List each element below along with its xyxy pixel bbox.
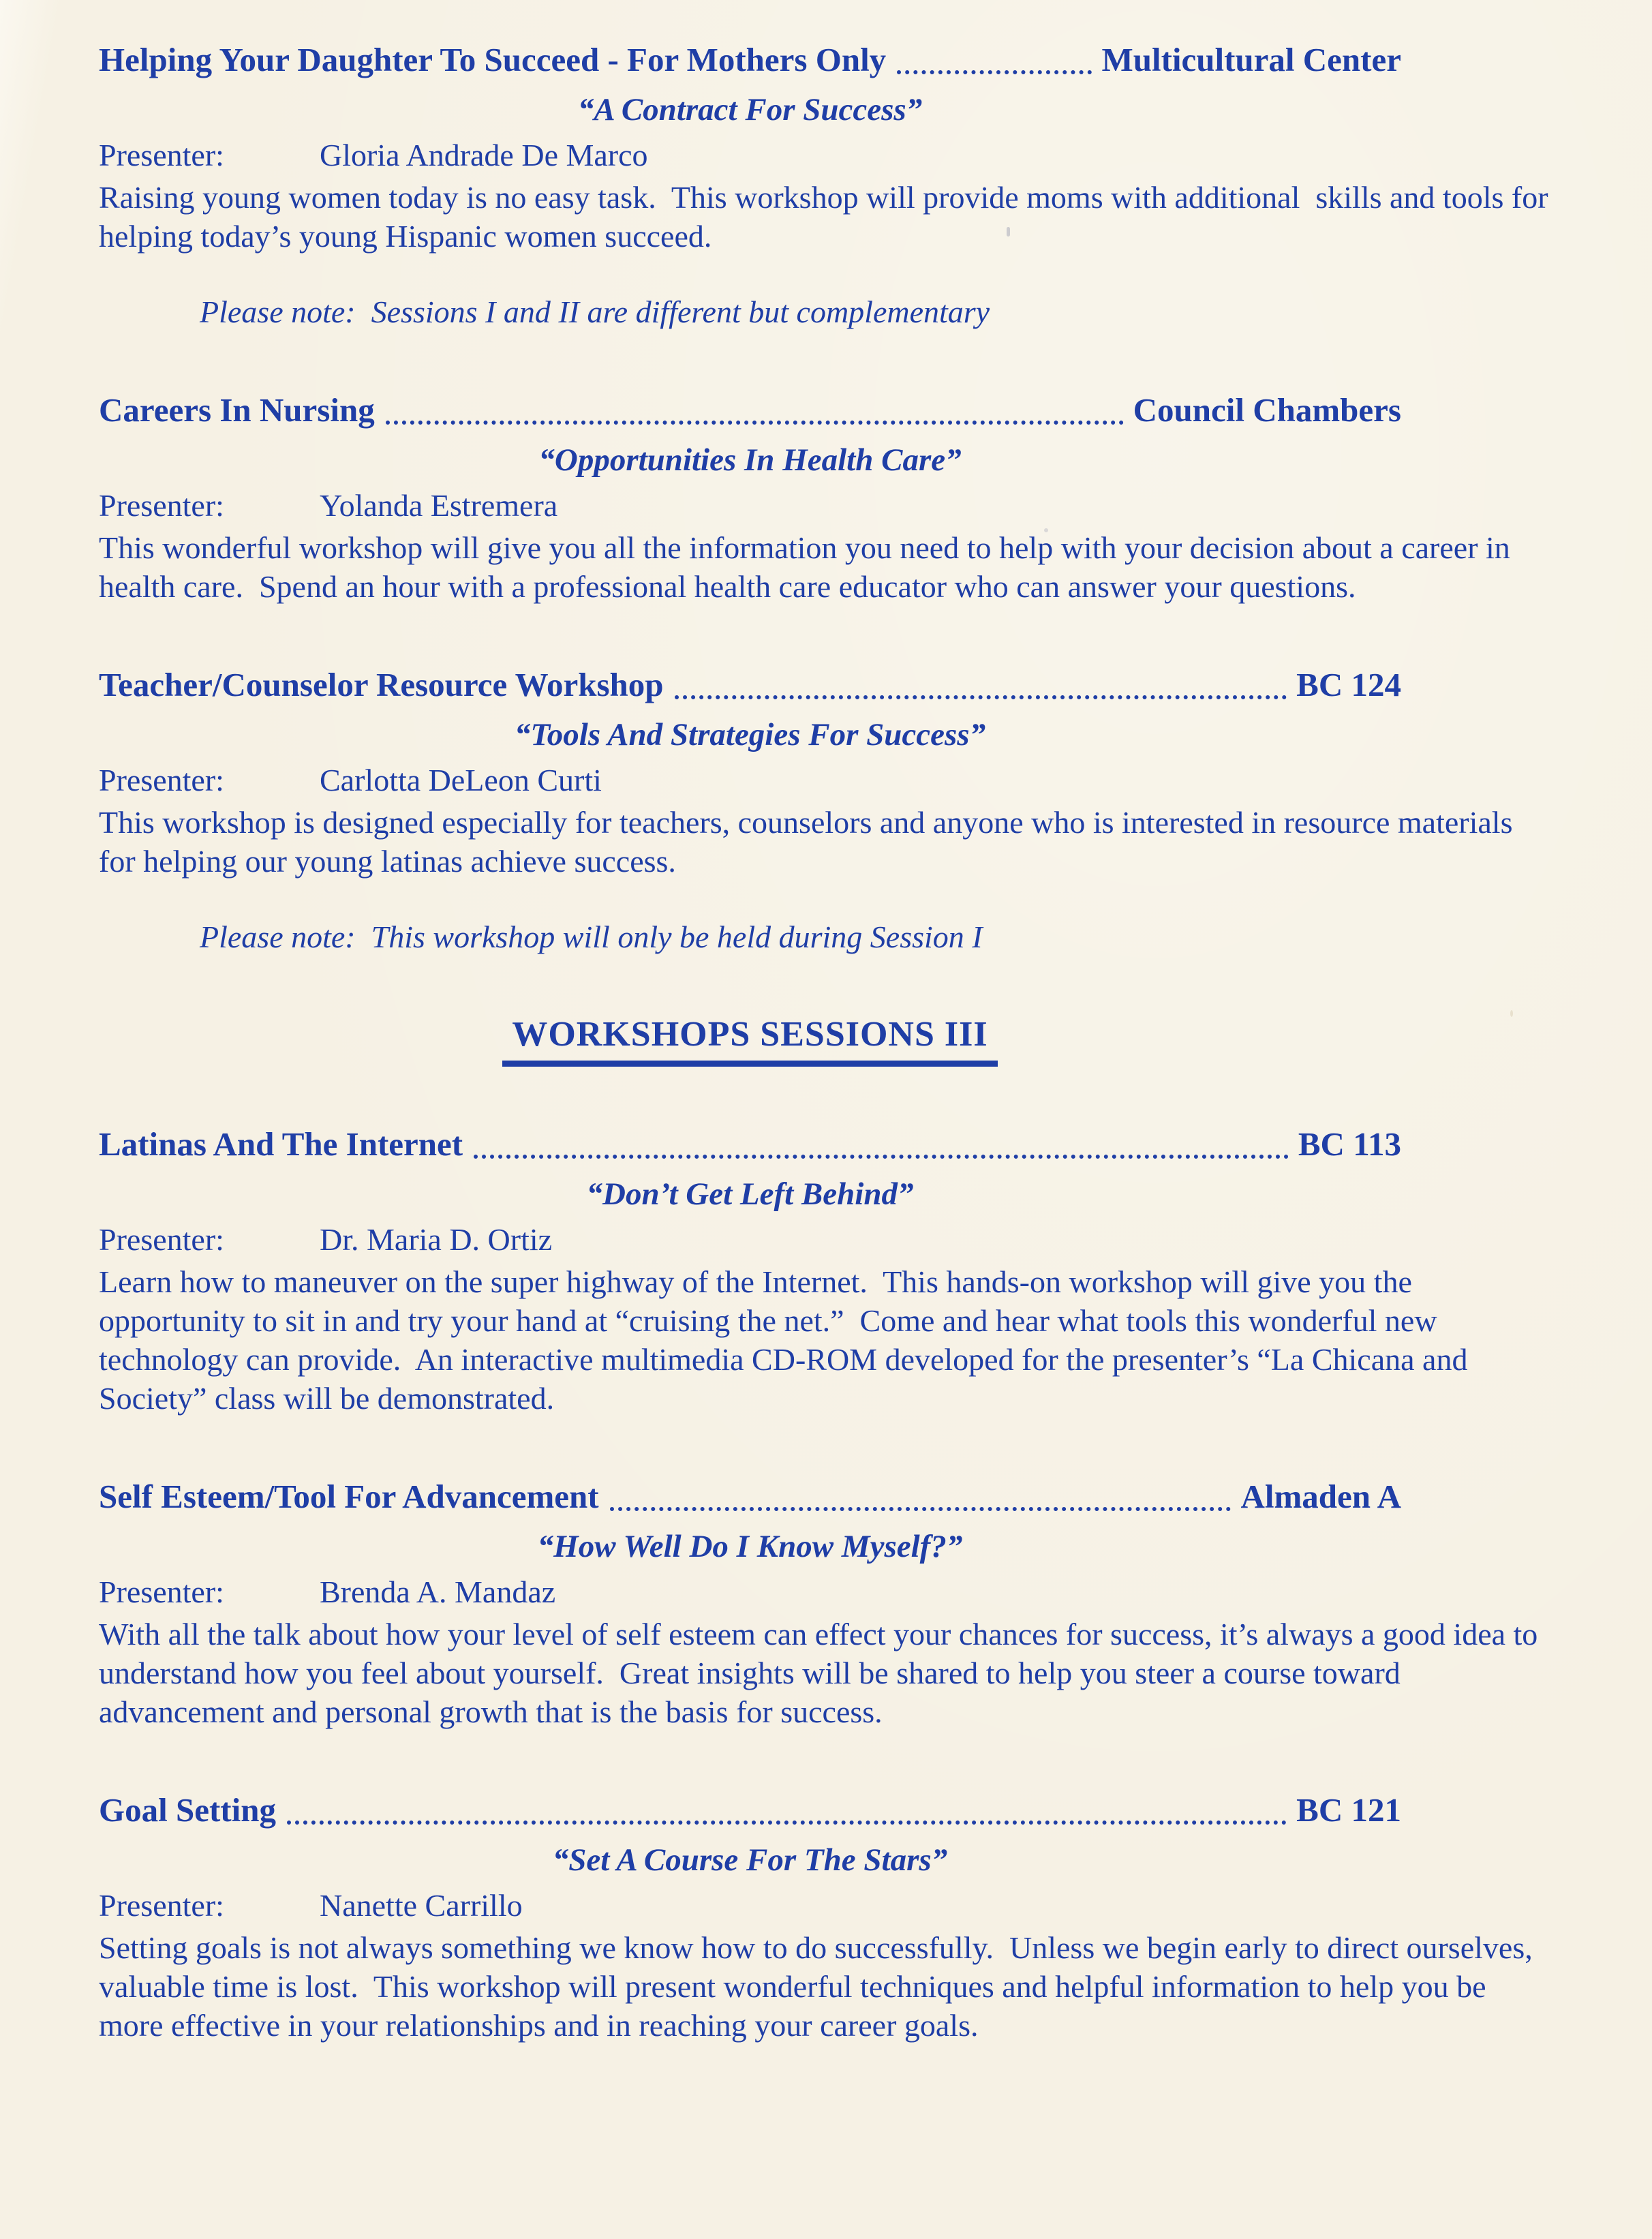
presenter-name: Brenda A. Mandaz (320, 1574, 556, 1609)
workshop-title-row (99, 1124, 1550, 1165)
workshop-title-row (99, 1476, 1550, 1517)
presenter-label: Presenter: (99, 138, 224, 172)
dot-leader (610, 1476, 1232, 1511)
workshop-title: Goal Setting (99, 1791, 276, 1829)
workshop-title-row (99, 40, 1550, 80)
presenter-name: Gloria Andrade De Marco (320, 138, 648, 172)
dot-leader (474, 1124, 1289, 1159)
workshop-subtitle: “Opportunities In Health Care” (538, 442, 962, 478)
workshop-title: Careers In Nursing (99, 391, 375, 429)
presenter-name: Carlotta DeLeon Curti (320, 763, 602, 797)
workshop-subtitle: “Set A Course For The Stars” (552, 1842, 948, 1878)
workshop-section-self-esteem (99, 1476, 1550, 1731)
workshop-title: Latinas And The Internet (99, 1125, 463, 1163)
workshop-section-helping-your-daughter (99, 40, 1557, 331)
presenter-name: Dr. Maria D. Ortiz (320, 1222, 553, 1257)
workshop-location: BC 121 (1296, 1791, 1401, 1829)
presenter-row (99, 486, 1550, 525)
presenter-row (99, 136, 1550, 174)
workshop-title-row (99, 390, 1550, 431)
workshop-subtitle: “How Well Do I Know Myself?” (537, 1529, 963, 1564)
presenter-row (99, 1886, 1550, 1925)
presenter-name: Yolanda Estremera (320, 488, 558, 523)
presenter-label: Presenter: (99, 763, 224, 797)
presenter-label: Presenter: (99, 1222, 224, 1257)
workshop-description: Raising young women today is no easy task. This workshop will provide moms with additional skills and tools for helping today’s young Hispanic women succeed. (99, 180, 1557, 254)
workshop-description: Learn how to maneuver on the super highway of the Internet. This hands-on workshop will give you the opportunity to sit in and try your hand at “cruising the net.” Come and hear what tools this wonderful new technology can provide. An interactive multimedia CD-ROM developed for the presenter’s “La Chicana and Society” class will be demonstrated. (99, 1264, 1475, 1416)
workshop-location: Almaden A (1240, 1478, 1401, 1515)
workshop-title: Self Esteem/Tool For Advancement (99, 1478, 599, 1515)
scan-speck (1007, 227, 1010, 237)
workshop-subtitle: “Don’t Get Left Behind” (586, 1176, 914, 1212)
workshop-location: BC 113 (1298, 1125, 1401, 1163)
presenter-row (99, 761, 1550, 799)
please-note: Please note: This workshop will only be held during Session I (200, 919, 983, 954)
presenter-label: Presenter: (99, 1574, 224, 1609)
workshop-description: Setting goals is not always something we know how to do successfully. Unless we begin early to direct ourselves, valuable time is lost. This workshop will present wonderful techniques and helpful information to help you be more effective in your relationships and in reaching your career goals. (99, 1930, 1541, 2043)
workshop-location: Council Chambers (1133, 391, 1401, 429)
workshop-section-latinas-and-the-internet (99, 1124, 1550, 1418)
presenter-row (99, 1572, 1550, 1611)
dot-leader (675, 665, 1287, 699)
workshop-title: Teacher/Counselor Resource Workshop (99, 666, 664, 703)
presenter-label: Presenter: (99, 488, 224, 523)
presenter-label: Presenter: (99, 1888, 224, 1923)
please-note: Please note: Sessions I and II are different but complementary (200, 294, 990, 329)
presenter-name: Nanette Carrillo (320, 1888, 523, 1923)
workshop-description: This workshop is designed especially for teachers, counselors and anyone who is interested in resource materials for helping our young latinas achieve success. (99, 805, 1520, 879)
dot-leader (386, 390, 1124, 425)
workshop-subtitle: “Tools And Strategies For Success” (514, 717, 986, 752)
scan-speck (1044, 528, 1048, 532)
workshop-title: Helping Your Daughter To Succeed - For Mothers Only (99, 41, 887, 78)
workshop-title-row (99, 1790, 1550, 1831)
dot-leader (897, 40, 1092, 74)
workshop-section-goal-setting (99, 1790, 1550, 2045)
workshop-description: This wonderful workshop will give you all the information you need to help with your decision about a career in health care. Spend an hour with a professional health care educator who can answer your questions. (99, 530, 1518, 604)
workshop-location: Multicultural Center (1101, 41, 1401, 78)
workshop-location: BC 124 (1296, 666, 1401, 703)
workshop-description: With all the talk about how your level of self esteem can effect your chances for success, it’s always a good idea to understand how you feel about yourself. Great insights will be shared to help you steer a course toward advancement and personal growth that is the basis for success. (99, 1617, 1546, 1729)
workshop-subtitle: “A Contract For Success” (577, 92, 923, 127)
presenter-row (99, 1220, 1550, 1259)
scan-speck (1510, 1010, 1513, 1017)
dot-leader (287, 1790, 1287, 1825)
workshop-section-teacher-counselor-resource (99, 665, 1550, 956)
workshop-section-careers-in-nursing (99, 390, 1550, 606)
workshop-title-row (99, 665, 1550, 705)
session-header (99, 1015, 1401, 1067)
session-header-text: WORKSHOPS SESSIONS III (502, 1015, 997, 1067)
